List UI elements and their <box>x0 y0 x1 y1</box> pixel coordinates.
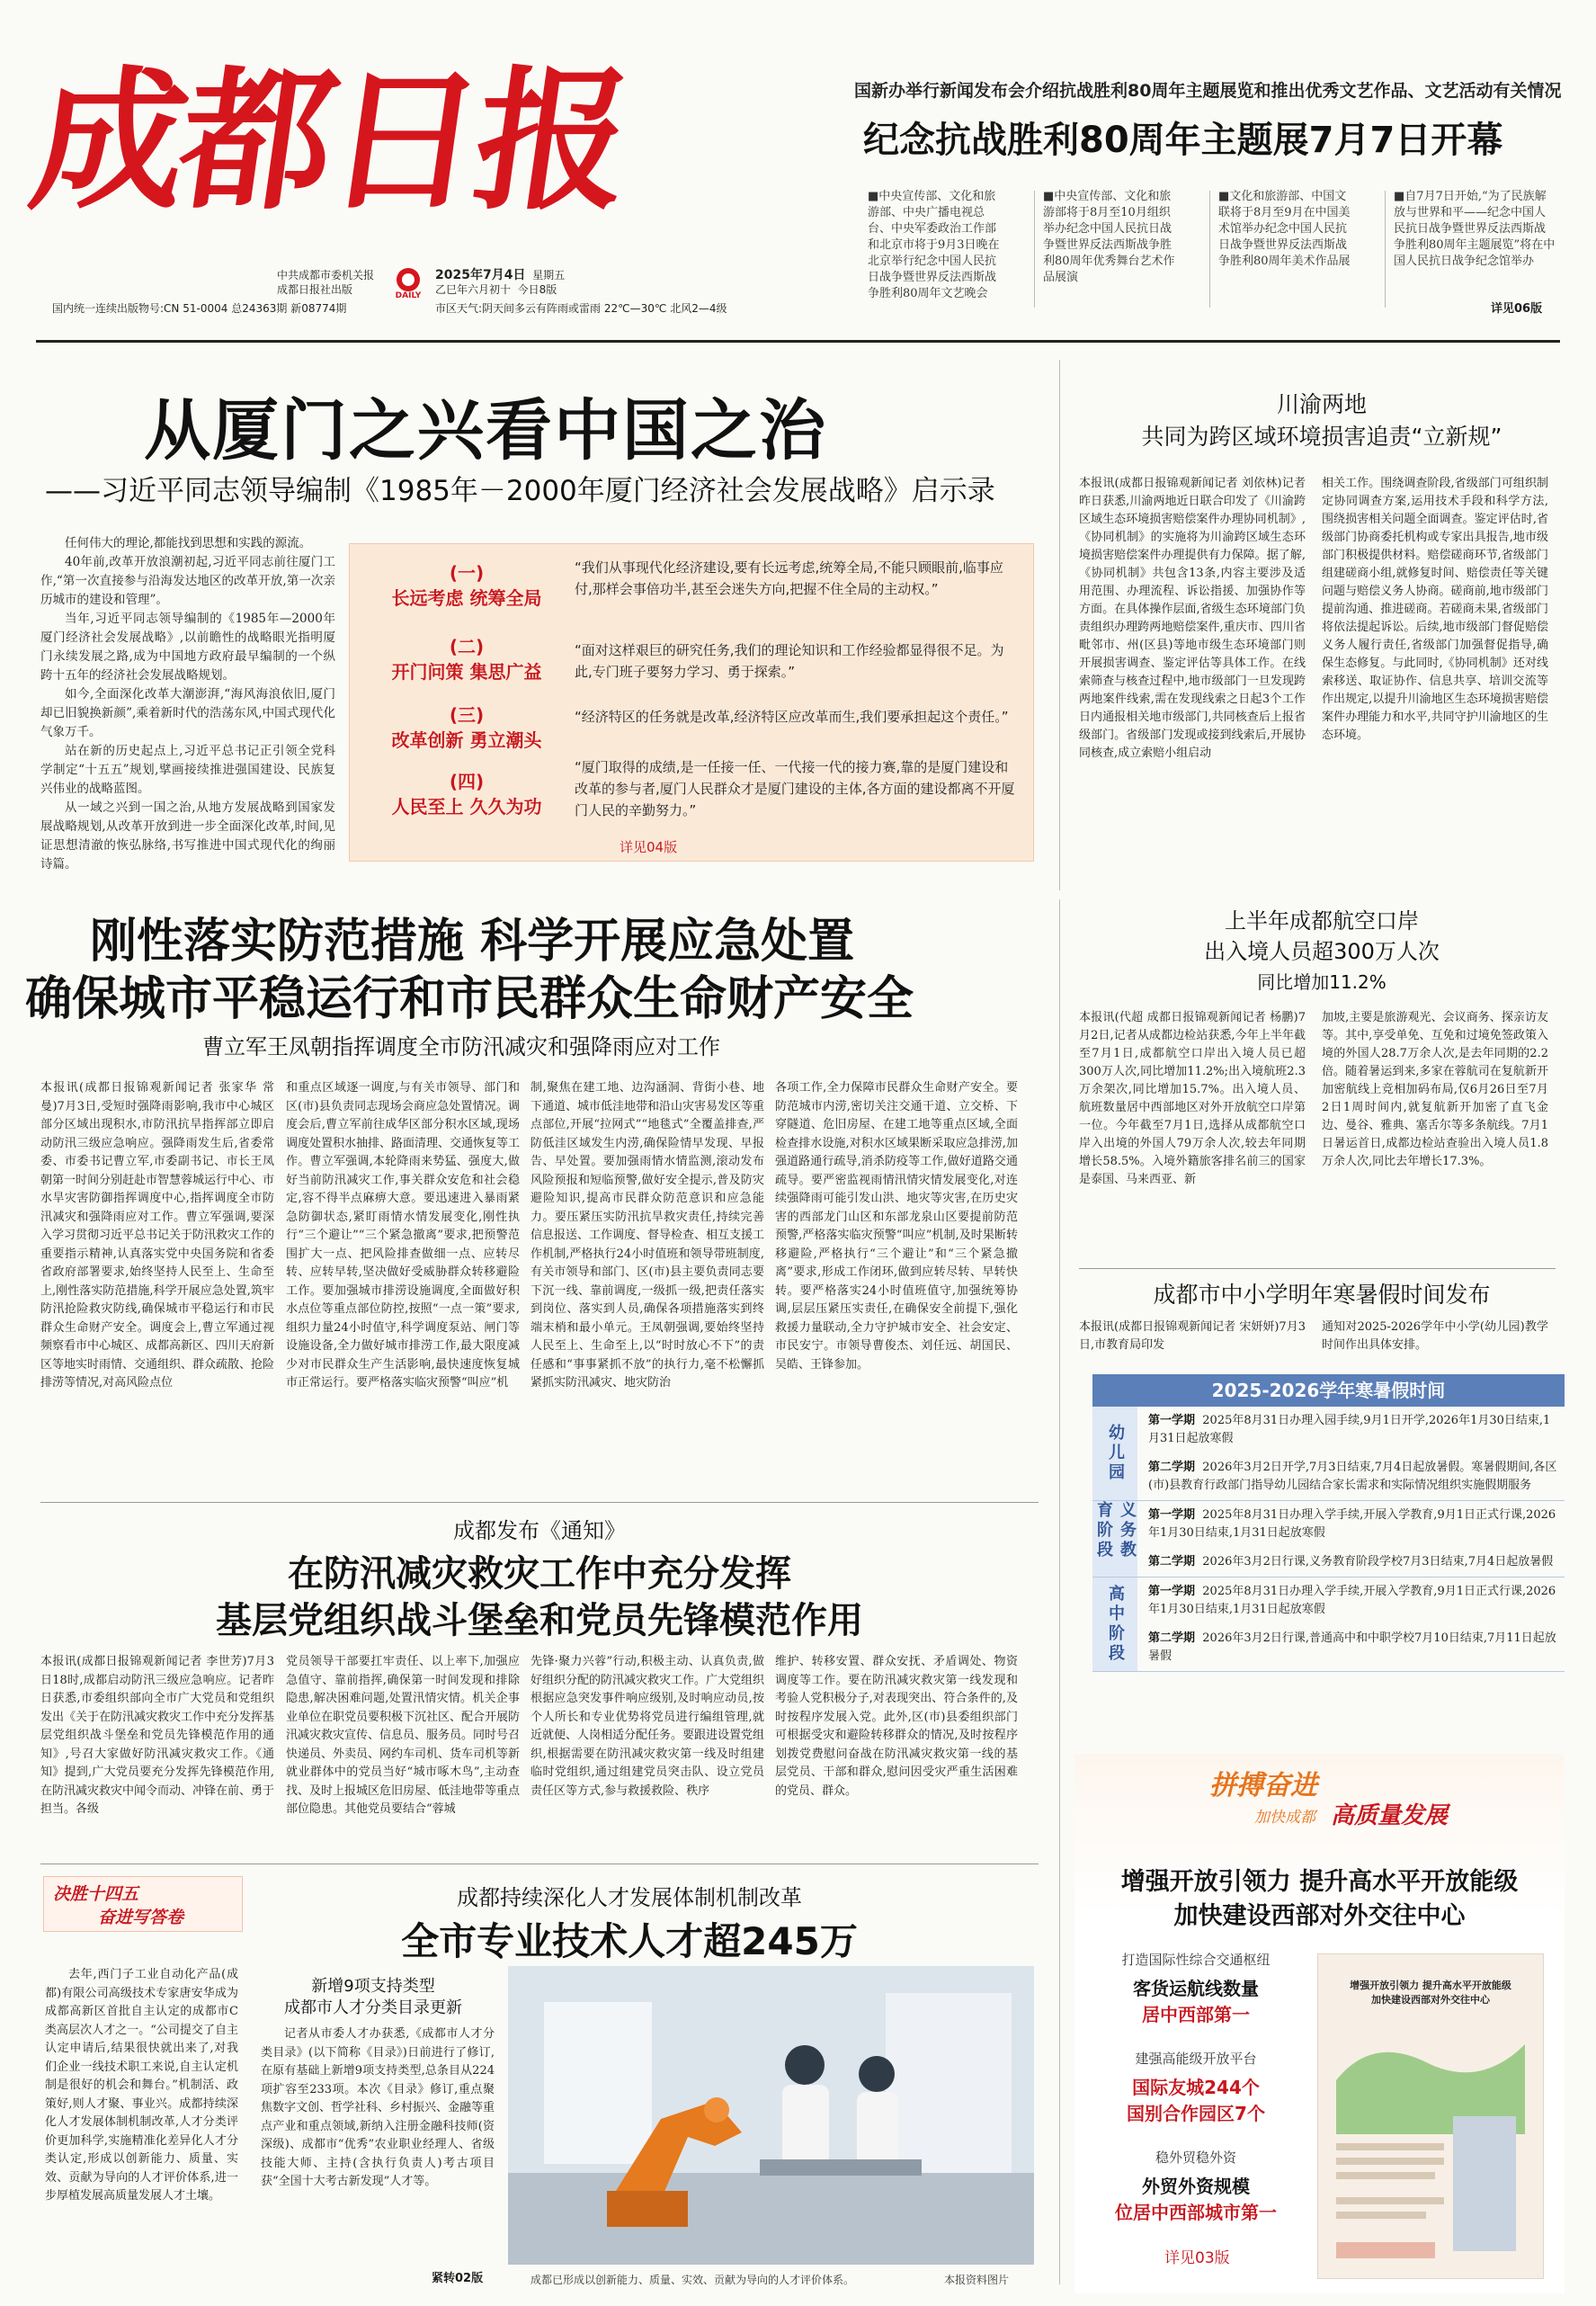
talent-badge-line1: 决胜十四五 <box>53 1884 139 1904</box>
publisher-info <box>277 268 374 297</box>
talent-headline[interactable]: 全市专业技术人才超245万 <box>401 1919 858 1963</box>
issue-date: 2025年7月4日 <box>435 268 526 282</box>
quote-tag-3: (三) 改革创新 勇立潮头 <box>391 704 542 751</box>
talent-kicker: 成都持续深化人才发展体制机制改革 <box>457 1885 802 1910</box>
lead-para: 从一域之兴到一国之治,从地方发展战略到国家发展战略规划,从改革开放到进一步全面深化改革,时间,见证思想清澈的恢弘脉络,书写推进中国式现代化的绚丽诗篇。 <box>40 800 335 871</box>
safety-headline1[interactable]: 刚性落实防范措施 科学开展应急处置 <box>90 915 855 969</box>
right1-col1: 本报讯(成都日报锦观新闻记者 刘依林)记者昨日获悉,川渝两地近日联合印发了《川渝跨区域生态环境损害赔偿案件办理协同机制》,《协同机制》的实施将为川渝跨区域生态环境损害赔偿案件办理提供有力保障。据了解,《协同机制》共包含13条,内容主要涉及适用范围、办理流程、诉讼指援、加强协作等方面。在具体操作层面,省级生态环境部门负责组织办理跨两地赔偿案件,重庆市、四川省毗邻市、州(区县)等地市级生态环境部门则开展损害调查、鉴定评估等具体工作。在线索筛查与核查过程中,地市级部门一旦发现跨两地案件线索,需在发现线索之日起3个工作日内通报相关地市级部门,共同核查后上报省级部门。省级部门发现或接到线索后,开展协同核查,成立索赔小组启动 <box>1079 477 1306 760</box>
thumb-line2: 加快建设西部对外交往中心 <box>1371 1994 1490 2006</box>
top-teaser-1: ■中央宣传部、文化和旅游部、中央广播电视总台、中央军委政治工作部和北京市将于9月3日晚在北京举行纪念中国人民抗日战争暨世界反法西斯战争胜利80周年文艺晚会 <box>868 190 1000 300</box>
daily-logo-label: DAILY <box>395 291 422 300</box>
total-issue: 总24363期 <box>231 302 288 315</box>
lead-quote-box <box>349 543 1034 862</box>
masthead-title: 成都日报 <box>21 51 638 231</box>
holiday-table-title: 2025-2026学年寒暑假时间 <box>1092 1374 1565 1407</box>
quote-text-1: “我们从事现代化经济建设,要有长远考虑,统筹全局,不能只顾眼前,临事应付,那样会事倍功半,甚至会迷失方向,把握不住全局的主动权。” <box>575 559 1003 597</box>
airport-col2: 加坡,主要是旅游观光、会议商务、探亲访友等。其中,享受单免、互免和过境免签政策入境的外国人28.7万余人次,是去年同期的2.2倍。随着暑运到来,多家在蓉航司在复航新开加密航线上竞相加码布局,仅6月26日至7月2日1周时间内,就复航新开加密了直飞金边、曼谷、雅典、塞舌尔等多条航线。7月1日暑运首日,成都边检站查验出入境人员1.8万余人次,同比去年增长17.3%。 <box>1322 1011 1548 1168</box>
top-story-more[interactable]: 详见06版 <box>1491 302 1543 316</box>
talent-more[interactable]: 紧转02版 <box>432 2272 484 2285</box>
publisher-line2: 成都日报社出版 <box>277 283 353 296</box>
airport-title2[interactable]: 出入境人员超300万人次 <box>1204 939 1440 964</box>
talent-photo-credit: 本报资料图片 <box>944 2274 1010 2286</box>
safety-col1: 本报讯(成都日报锦观新闻记者 张家华 常曼)7月3日,受短时强降雨影响,我市中心城区部分区域出现积水,市防汛抗旱指挥部立即启动防汛三级应急响应。强降雨发生后,省委常委、市委书记曹立军,市委副书记、市长王凤朝第一时间分别赶赴市智慧蓉城运行中心、市水旱灾害防御指挥调度中心,指挥调度全市防汛减灾和强降雨应对工作。曹立军强调,要深入学习贯彻习近平总书记关于防汛救灾工作的重要指示精神,认真落实党中央国务院和省委省政府部署要求,始终坚持人民至上、生命至上,刚性落实防范措施,科学开展应急处置,筑牢防汛抢险救灾防线,确保城市平稳运行和市民群众生命财产安全。调度会上,曹立军通过视频察看市中心城区、成都高新区、四川天府新区等地实时雨情、交通组织、群众疏散、抢险排涝等情况,对高风险点位 <box>40 1081 275 1390</box>
lead-para: 如今,全面深化改革大潮澎湃,“海风海浪依旧,厦门却已旧貌换新颜”,乘着新时代的浩荡东风,中国式现代化气象万千。 <box>40 687 335 739</box>
safety-col2: 和重点区域逐一调度,与有关市领导、部门和区(市)县负责同志现场会商应急处置情况。调度会后,曹立军前往成华区部分积水区域,现场调度处置积水抽排、路面清理、交通恢复等工作。曹立军强调,本轮降雨来势猛、强度大,做好当前防汛减灾工作,事关群众安危和社会稳定,容不得半点麻痹大意。要迅速进入暴雨紧急防御状态,紧盯雨情水情发展变化,刚性执行“三个避让”“三个紧急撤离”要求,把预警范围扩大一点、把风险排查做细一点、应转尽转、应转早转,坚决做好受威胁群众转移避险工作。要加强城市排涝设施调度,全面做好积水点位等重点部位防控,按照“一点一策”要求,组织力量24小时值守,科学调度泵站、闸门等设施设备,全力做好城市排涝工作,最大限度减少对市民群众生产生活影响,最快速度恢复城市正常运行。要严格落实临灾预警“叫应”机 <box>286 1081 521 1390</box>
lead-headline[interactable]: 从厦门之兴看中国之治 <box>144 392 827 469</box>
airport-subtitle: 同比增加11.2% <box>1257 971 1386 993</box>
promo-slogan2: 加快成都 <box>1254 1809 1315 1827</box>
lead-more[interactable]: 详见04版 <box>620 839 678 855</box>
group-label: 义务教育阶段 <box>1092 1501 1137 1577</box>
quote-tag-1: (一) 长远考虑 统筹全局 <box>391 562 542 609</box>
safety-col4: 各项工作,全力保障市民群众生命财产安全。要防范城市内涝,密切关注交通干道、立交桥、下穿隧道、危旧房屋、在建工地等重点区域,全面检查排水设施,对积水区域果断采取应急排涝,加强道路通行疏导,消杀防疫等工作,做好道路交通疏导。要严密监视雨情汛情灾情发展变化,对连续强降雨可能引发山洪、地灾等灾害,在历史灾害的西部龙门山区和东部龙泉山区要提前防范预警,严格落实临灾预警“叫应”机制,及时果断转移避险,严格执行“三个避让”和“三个紧急撤离”要求,形成工作闭环,做到应转尽转、早转快转。要严格落实24小时值班值守,加强统筹协调,层层压紧压实责任,在确保安全前提下,强化救援力量联动,全力守护城市安全、社会安定、市民安宁。市领导曹俊杰、刘任远、胡国民、吴皓、王锋参加。 <box>775 1081 1018 1372</box>
notice-col1: 本报讯(成都日报锦观新闻记者 李世芳)7月3日18时,成都启动防汛三级应急响应。记者昨日获悉,市委组织部向全市广大党员和党组织发出《关于在防汛减灾救灾工作中充分发挥基层党组织战斗堡垒和党员先锋模范作用的通知》,号召大家做好防汛减灾救灾工作。《通知》提到,广大党员要充分发挥先锋模范作用,在防汛减灾救灾中闻令而动、冲锋在前、勇于担当。各级 <box>40 1655 275 1816</box>
quote-text-2: “面对这样艰巨的研究任务,我们的理论知识和工作经验都显得很不足。为此,专门班子要努力学习、勇于探索。” <box>575 642 1004 680</box>
top-teaser-3: ■文化和旅游部、中国文联将于8月至9月在中国美术馆举办纪念中国人民抗日战争暨世界反法西斯战争胜利80周年美术作品展 <box>1218 190 1351 268</box>
masthead-divider <box>36 340 1560 343</box>
cn-number: 国内统一连续出版物号:CN 51-0004 <box>52 302 228 315</box>
promo-more[interactable]: 详见03版 <box>1164 2249 1230 2267</box>
quote-tag-2: (二) 开门问策 集思广益 <box>391 636 542 683</box>
talent-left-col: 去年,西门子工业自动化产品(成都)有限公司高级技术专家唐安华成为成都高新区首批自主认定的成都市C类高层次人才之一。“公司提交了自主认定申请后,结果很快就出来了,对我们企业一线技术职工来说,自主认定机制是很好的机会和舞台。”机制活、政策好,则人才聚、事业兴。成都持续深化人才发展体制机制改革,人才分类评价更加科学,实施精准化差异化人才分类认定,形成以创新能力、质量、实效、贡献为导向的人才评价体系,进一步厚植发展高质量发展人才土壤。 <box>45 1968 238 2203</box>
right1-title2[interactable]: 共同为跨区域环境损害追责“立新规” <box>1141 424 1502 450</box>
talent-sub-col: 记者从市委人才办获悉,《成都市人才分类目录》(以下简称《目录》)日前进行了修订,在原有基础上新增9项支持类型,总条目从224项扩容至233项。本次《目录》修订,重点聚焦数字文创、哲学社科、乡村振兴、金融等重点产业和重点领域,新纳入注册金融科技师(资深级)、成都市“优秀”农业职业经理人、省级技能大师、主持(含执行负责人)考古项目获“全国十大考古新发现”人才等。 <box>261 2027 495 2188</box>
issue-number: 新08774期 <box>290 302 347 315</box>
notice-col2: 党员领导干部要扛牢责任、以上率下,加强应急值守、靠前指挥,确保第一时间发现和排除隐患,解决困难问题,处置汛情灾情。机关企事业单位在职党员要积极下沉社区、配合开展防汛减灾救灾宣传、信息员、服务员。同时号召快递员、外卖员、网约车司机、货车司机等新就业群体中的党员当好“城市啄木鸟”,主动查找、及时上报城区危旧房屋、低洼地带等重点部位隐患。其他党员要结合“蓉城 <box>286 1655 521 1816</box>
weather-info <box>435 300 727 316</box>
notice-headline1[interactable]: 在防汛减灾救灾工作中充分发挥 <box>288 1553 791 1595</box>
lead-para: 任何伟大的理论,都能找到思想和实践的源流。 <box>65 536 312 550</box>
holiday-group-compulsory: 义务教育阶段 第一学期 2025年8月31日办理入学手续,开展入学教育,9月1日正式行课,2026年1月30日结束,1月31日起放寒假 第二学期 2026年3月2日行课,义务教育阶段学校7月3日结束,7月4日起放暑假 <box>1092 1501 1565 1578</box>
notice-col4: 维护、转移安置、群众安抚、矛盾调处、物资调度等工作。要在防汛减灾救灾第一线发现和考验人党积极分子,对表现突出、符合条件的,及时按程序发展入党。此外,区(市)县委组织部门可根据受灾和避险转移群众的情况,及时按程序划拨党费慰问奋战在防汛减灾救灾第一线的基层党员、干部和群众,慰问因受灾严重生活困难的党员、群众。 <box>775 1655 1018 1798</box>
factory-photo-illustration <box>508 1966 1034 2265</box>
holiday-table <box>1092 1374 1565 1672</box>
promo-thumbnail[interactable] <box>1317 1953 1544 2279</box>
notice-col3: 先锋·聚力兴蓉”行动,积极主动、认真负责,做好组织分配的防汛减灾救灾工作。广大党组织根据应急突发事件响应级别,及时响应动员,按个人所长和专业优势将党员进行编组管理,就近就便、人岗相适分配任务。要跟进设置党组织,根据需要在防汛减灾救灾第一线及时组建临时党组织,通过组建党员突击队、设立党员责任区等方式,参与救援救险、秩序 <box>531 1655 765 1798</box>
safety-headline2[interactable]: 确保城市平稳运行和市民群众生命财产安全 <box>25 972 914 1026</box>
group-label: 高中阶段 <box>1092 1578 1137 1671</box>
lead-para: 站在新的历史起点上,习近平总书记正引领全党科学制定“十五五”规划,擘画接续推进强国建设、民族复兴伟业的战略蓝图。 <box>40 744 335 796</box>
talent-subtitle2: 成都市人才分类目录更新 <box>284 1998 462 2017</box>
top-teaser-4: ■自7月7日开始,“为了民族解放与世界和平——纪念中国人民抗日战争暨世界反法西斯战争胜利80周年主题展览”将在中国人民抗日战争纪念馆举办 <box>1394 190 1556 268</box>
talent-badge <box>43 1876 243 1932</box>
publisher-line1: 中共成都市委机关报 <box>277 269 375 282</box>
promo-item-3: 稳外贸稳外资 外贸外资规模 位居中西部城市第一 <box>1115 2150 1277 2223</box>
issue-info <box>52 300 346 316</box>
promo-slogan1: 拼搏奋进 <box>1209 1770 1317 1801</box>
talent-badge-line2: 奋进写答卷 <box>98 1908 184 1927</box>
lunar-date: 乙巳年六月初十 <box>435 283 512 296</box>
promo-headline2[interactable]: 加快建设西部对外交往中心 <box>1173 1902 1466 1930</box>
right1-title1[interactable]: 川渝两地 <box>1276 391 1367 417</box>
safety-col3: 制,聚焦在建工地、边沟涵洞、背街小巷、地下通道、城市低洼地带和沿山灾害易发区等重点部位,开展“拉网式”“地毯式”全覆盖排查,严防低洼区域发生内涝,确保险情早发现、早报告、早处置。要加强雨情水情监测,滚动发布风险预报和短临预警,做好安全提示,普及防灾避险知识,提高市民群众防范意识和应急能力。要压紧压实防汛抗旱救灾责任,持续完善信息报送、工作调度、督导检查、相互支援工作机制,严格执行24小时值班和领导带班制度,有关市领导和部门、区(市)县主要负责同志要下沉一线、靠前调度,一级抓一级,把责任落实到岗位、落实到人员,确保各项措施落实到终端末梢和最小单元。王凤朝强调,要始终坚持人民至上、生命至上,以“时时放心不下”的责任感和“事事紧抓不放”的执行力,毫不松懈抓紧抓实防汛减灾、地灾防治 <box>531 1081 765 1390</box>
talent-photo <box>508 1966 1034 2265</box>
holiday-title[interactable]: 成都市中小学明年寒暑假时间发布 <box>1153 1282 1491 1308</box>
promo-slogan3: 高质量发展 <box>1331 1802 1449 1829</box>
top-story-kicker[interactable]: 国新办举行新闻发布会介绍抗战胜利80周年主题展览和推出优秀文艺作品、文艺活动有关情况 <box>854 81 1562 101</box>
group-label: 幼儿园 <box>1092 1407 1137 1500</box>
airport-col1: 本报讯(代超 成都日报锦观新闻记者 杨鹏)7月2日,记者从成都边检站获悉,今年上半年截至7月1日,成都航空口岸出入境人员已超300万人次,同比增加11.2%;出入境航班2.3万余架次,同比增加15.7%。出入境人员、航班数量居中西部地区对外开放航空口岸第一位。今年截至7月1日,选择从成都航空口岸入出境的外国人79万余人次,较去年同期增长58.5%。入境外籍旅客排名前三的国家是泰国、马来西亚、新 <box>1079 1011 1306 1186</box>
promo-headline1[interactable]: 增强开放引领力 提升高水平开放能级 <box>1120 1868 1519 1896</box>
quote-tag-4: (四) 人民至上 久久为功 <box>391 771 542 818</box>
safety-subhead: 曹立军王凤朝指挥调度全市防汛减灾和强降雨应对工作 <box>202 1034 720 1059</box>
holiday-col1: 本报讯(成都日报锦观新闻记者 宋妍妍)7月3日,市教育局印发 <box>1079 1320 1306 1352</box>
holiday-group-highschool: 高中阶段 第一学期 2025年8月31日办理入学手续,开展入学教育,9月1日正式行课,2026年1月30日结束,1月31日起放寒假 第二学期 2026年3月2日行课,普通高中和中职学校7月10日结束,7月11日起放暑假 <box>1092 1578 1565 1672</box>
notice-kicker: 成都发布《通知》 <box>453 1518 626 1543</box>
talent-subtitle1: 新增9项支持类型 <box>311 1977 435 1996</box>
promo-item-1: 打造国际性综合交通枢纽 客货运航线数量 居中西部第一 <box>1121 1952 1271 2025</box>
talent-photo-caption: 成都已形成以创新能力、质量、实效、贡献为导向的人才评价体系。 <box>531 2274 855 2286</box>
weather-text: 市区天气:阴天间多云有阵雨或雷雨 <box>435 302 602 315</box>
holiday-col2: 通知对2025-2026学年中小学(幼儿园)教学时间作出具体安排。 <box>1322 1320 1548 1352</box>
weekday: 星期五 <box>532 269 566 282</box>
quote-text-4: “厦门取得的成绩,是一任接一任、一代接一代的接力赛,靠的是厦门建设和改革的参与者,厦门人民群众才是厦门建设的主体,各方面的建设都离不开厦门人民的辛勤努力。” <box>575 759 1015 818</box>
page-count: 今日8版 <box>517 283 557 296</box>
date-block <box>435 268 565 297</box>
wind: 北风2—4级 <box>670 302 727 315</box>
lead-body <box>40 534 335 874</box>
temperature: 22℃—30℃ <box>603 302 667 315</box>
right1-col2: 相关工作。围绕调查阶段,省级部门可组织制定协同调查方案,运用技术手段和科学方法,围绕损害相关问题全面调查。鉴定评估时,省级部门协商委托机构或专家出具报告,地市级部门积极提供材料。赔偿磋商环节,省级部门组建磋商小组,就修复时间、赔偿责任等关键问题与赔偿义务人协商。磋商前,地市级部门提前沟通、推进磋商。若磋商未果,省级部门将依法提起诉讼。后续,地市级部门督促赔偿义务人履行责任,省级部门加强督促指导,确保生态修复。与此同时,《协同机制》还对线索移送、取证协作、信息共享、培训交流等作出规定,以提升川渝地区生态环境损害赔偿案件办理能力和水平,共同守护川渝地区的生态环境。 <box>1322 477 1548 742</box>
airport-title1[interactable]: 上半年成都航空口岸 <box>1225 908 1419 934</box>
lead-para: 40年前,改革开放浪潮初起,习近平同志前往厦门工作,“第一次直接参与沿海发达地区的改革开放,第一次亲历城市的建设和管理”。 <box>40 555 335 607</box>
promo-banner <box>1074 1754 1565 2293</box>
promo-item-2: 建强高能级开放平台 国际友城244个 国别合作园区7个 <box>1127 2051 1265 2124</box>
daily-logo <box>388 266 428 302</box>
top-teaser-2: ■中央宣传部、文化和旅游部将于8月至10月组织举办纪念中国人民抗日战争暨世界反法西斯战争胜利80周年优秀舞台艺术作品展演 <box>1043 190 1175 284</box>
lead-para: 当年,习近平同志领导编制的《1985年—2000年厦门经济社会发展战略》,以前瞻性的战略眼光指明厦门永续发展之路,成为中国地方政府最早编制的一个纵跨十五年的经济社会发展战略规划。 <box>40 612 335 683</box>
top-story-headline[interactable]: 纪念抗战胜利80周年主题展7月7日开幕 <box>863 120 1503 161</box>
holiday-group-kindergarten: 幼儿园 第一学期 2025年8月31日办理入园手续,9月1日开学,2026年1月30日结束,1月31日起放寒假 第二学期 2026年3月2日开学,7月3日结束,7月4日起放暑假。寒暑假期间,各区(市)县教育行政部门指导幼儿园结合家长需求和实际情况组织实施假期服务 <box>1092 1407 1565 1501</box>
thumbnail-illustration <box>1318 1954 1543 2278</box>
quote-text-3: “经济特区的任务就是改革,经济特区应改革而生,我们要承担起这个责任。” <box>575 709 1009 725</box>
notice-headline2[interactable]: 基层党组织战斗堡垒和党员先锋模范作用 <box>216 1600 863 1641</box>
lead-subhead: ——习近平同志领导编制《1985年－2000年厦门经济社会发展战略》启示录 <box>45 475 995 507</box>
thumb-line1: 增强开放引领力 提升高水平开放能级 <box>1350 1980 1511 1991</box>
